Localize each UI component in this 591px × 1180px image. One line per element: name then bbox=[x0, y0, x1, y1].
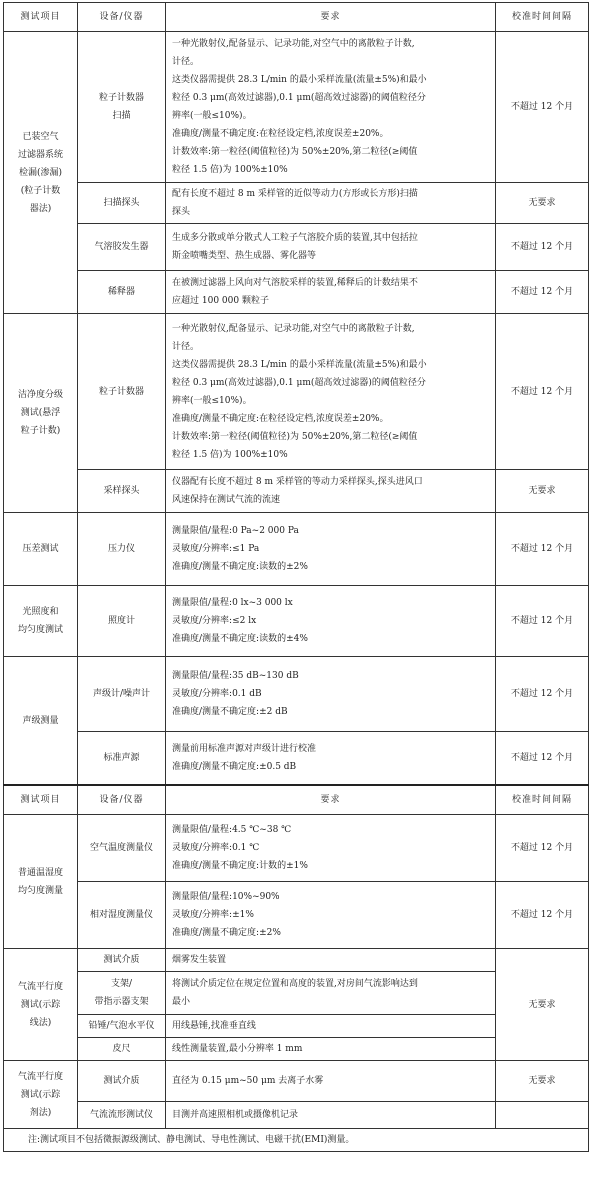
calibration-test-medium-injection: 无要求 bbox=[496, 1061, 589, 1102]
table-header-row bbox=[4, 3, 589, 32]
calibration-relative-humidity: 不超过 12 个月 bbox=[496, 882, 589, 949]
requirement-sound-level-meter: 测量限值/量程:35 dB~130 dB 灵敏度/分辨率:0.1 dB 准确度/测量不确定度:±2 dB bbox=[166, 657, 496, 732]
table-row bbox=[4, 949, 589, 972]
calibration-airflow-visualizer bbox=[496, 1102, 589, 1129]
device-relative-humidity: 相对湿度测量仪 bbox=[78, 882, 166, 949]
header-device-repeat: 设备/仪器 bbox=[78, 785, 166, 815]
device-test-medium-tracer: 测试介质 bbox=[78, 949, 166, 972]
device-test-medium-injection: 测试介质 bbox=[78, 1061, 166, 1102]
requirement-scan-probe: 配有长度不超过 8 m 采样管的近似等动力(方形或长方形)扫描 探头 bbox=[166, 183, 496, 224]
requirement-tape-measure: 线性测量装置,最小分辨率 1 mm bbox=[166, 1038, 496, 1061]
table-row bbox=[4, 815, 589, 882]
calibration-pressure: 不超过 12 个月 bbox=[496, 513, 589, 586]
calibration-air-temperature: 不超过 12 个月 bbox=[496, 815, 589, 882]
table-row bbox=[4, 657, 589, 732]
table-row bbox=[4, 732, 589, 786]
device-particle-counter: 粒子计数器 bbox=[78, 314, 166, 470]
item-pressure: 压差测试 bbox=[4, 513, 78, 586]
requirement-particle-counter: 一种光散射仪,配备显示、记录功能,对空气中的离散粒子计数, 计径。 这类仪器需提供 28.3 L/min 的最小采样流量(流量±5%)和最小 粒径 0.3 μm(高效过滤器),0.1 μm(超高效过滤器)的阈值粒径分 辨率(一般≤10%)。 准确度/测量不确定度:在粒径设定档,浓度误差±20%。 计数效率:第一粒径(阈值粒径)为 50%±20%,第二粒径(≥阈值 粒径 1.5 倍)为 100%±10% bbox=[166, 314, 496, 470]
item-temp-humidity: 普通温湿度 均匀度测量 bbox=[4, 815, 78, 949]
device-scan-probe: 扫描探头 bbox=[78, 183, 166, 224]
table-row bbox=[4, 1102, 589, 1129]
requirement-test-medium-injection: 直径为 0.15 μm~50 μm 去离子水雾 bbox=[166, 1061, 496, 1102]
requirement-particle-counter-scan: 一种光散射仪,配备显示、记录功能,对空气中的离散粒子计数, 计径。 这类仪器需提供 28.3 L/min 的最小采样流量(流量±5%)和最小 粒径 0.3 μm(高效过滤器),0.1 μm(超高效过滤器)的阈值粒径分 辨率(一般≤10%)。 准确度/测量不确定度:在粒径设定档,浓度误差±20%。 计数效率:第一粒径(阈值粒径)为 50%±20%,第二粒径(≥阈值 粒径 1.5 倍)为 100%±10% bbox=[166, 32, 496, 183]
calibration-diluter: 不超过 12 个月 bbox=[496, 271, 589, 314]
requirement-diluter: 在被测过滤器上风向对气溶胶采样的装置,稀释后的计数结果不 应超过 100 000 颗粒子 bbox=[166, 271, 496, 314]
device-plumb-level: 铅锤/气泡水平仪 bbox=[78, 1015, 166, 1038]
calibration-standard-sound-source: 不超过 12 个月 bbox=[496, 732, 589, 786]
calibration-scan-probe: 无要求 bbox=[496, 183, 589, 224]
spec-document bbox=[3, 2, 588, 1152]
device-pressure-gauge: 压力仪 bbox=[78, 513, 166, 586]
requirement-test-medium-tracer: 烟雾发生装置 bbox=[166, 949, 496, 972]
device-air-temperature: 空气温度测量仪 bbox=[78, 815, 166, 882]
device-aerosol-generator: 气溶胶发生器 bbox=[78, 224, 166, 271]
calibration-sample-probe: 无要求 bbox=[496, 470, 589, 513]
table-row bbox=[4, 314, 589, 470]
item-filter-leak: 已装空气 过滤器系统 检漏(渗漏) (粒子计数 器法) bbox=[4, 32, 78, 314]
header-calibration-repeat: 校准时间间隔 bbox=[496, 785, 589, 815]
calibration-particle-counter: 不超过 12 个月 bbox=[496, 314, 589, 470]
header-item-repeat: 测试项目 bbox=[4, 785, 78, 815]
requirement-relative-humidity: 测量限值/量程:10%~90% 灵敏度/分辨率:±1% 准确度/测量不确定度:±2% bbox=[166, 882, 496, 949]
table-row bbox=[4, 224, 589, 271]
requirement-plumb-level: 用线悬锤,找准垂直线 bbox=[166, 1015, 496, 1038]
calibration-aerosol-generator: 不超过 12 个月 bbox=[496, 224, 589, 271]
requirement-air-temperature: 测量限值/量程:4.5 ℃~38 ℃ 灵敏度/分辨率:0.1 ℃ 准确度/测量不确定度:计数的±1% bbox=[166, 815, 496, 882]
requirement-pressure: 测量限值/量程:0 Pa~2 000 Pa 灵敏度/分辨率:≤1 Pa 准确度/测量不确定度:读数的±2% bbox=[166, 513, 496, 586]
header-requirement: 要求 bbox=[166, 3, 496, 32]
calibration-particle-counter-scan: 不超过 12 个月 bbox=[496, 32, 589, 183]
table-row bbox=[4, 470, 589, 513]
item-airflow-tracer: 气流平行度 测试(示踪 线法) bbox=[4, 949, 78, 1061]
header-device: 设备/仪器 bbox=[78, 3, 166, 32]
table-row bbox=[4, 513, 589, 586]
item-illuminance: 光照度和 均匀度测试 bbox=[4, 586, 78, 657]
table-row bbox=[4, 271, 589, 314]
table-row bbox=[4, 32, 589, 183]
requirement-aerosol-generator: 生成多分散或单分散式人工粒子气溶胶介质的装置,其中包括拉 斯金喷嘴类型、热生成器、雾化器等 bbox=[166, 224, 496, 271]
requirement-standard-sound-source: 测量前用标准声源对声级计进行校准 准确度/测量不确定度:±0.5 dB bbox=[166, 732, 496, 786]
header-item: 测试项目 bbox=[4, 3, 78, 32]
device-sound-level-meter: 声级计/噪声计 bbox=[78, 657, 166, 732]
table-header-row-repeat bbox=[4, 785, 589, 815]
calibration-illuminance: 不超过 12 个月 bbox=[496, 586, 589, 657]
table-row bbox=[4, 586, 589, 657]
requirement-airflow-visualizer: 目测并高速照相机或摄像机记录 bbox=[166, 1102, 496, 1129]
table-row bbox=[4, 1061, 589, 1102]
test-equipment-table bbox=[3, 2, 589, 1152]
requirement-sample-probe: 仪器配有长度不超过 8 m 采样管的等动力采样探头,探头进风口 风速保持在测试气流的流速 bbox=[166, 470, 496, 513]
requirement-illuminance: 测量限值/量程:0 lx~3 000 lx 灵敏度/分辨率:≤2 lx 准确度/测量不确定度:读数的±4% bbox=[166, 586, 496, 657]
device-tape-measure: 皮尺 bbox=[78, 1038, 166, 1061]
device-sample-probe: 采样探头 bbox=[78, 470, 166, 513]
header-requirement-repeat: 要求 bbox=[166, 785, 496, 815]
device-illuminance-meter: 照度计 bbox=[78, 586, 166, 657]
item-airflow-injection: 气流平行度 测试(示踪 剂法) bbox=[4, 1061, 78, 1129]
device-airflow-visualizer: 气流流形测试仪 bbox=[78, 1102, 166, 1129]
table-row bbox=[4, 1129, 589, 1152]
table-row bbox=[4, 183, 589, 224]
device-particle-counter-scan: 粒子计数器 扫描 bbox=[78, 32, 166, 183]
device-standard-sound-source: 标准声源 bbox=[78, 732, 166, 786]
item-cleanliness: 洁净度分级 测试(悬浮 粒子计数) bbox=[4, 314, 78, 513]
table-row bbox=[4, 882, 589, 949]
item-sound: 声级测量 bbox=[4, 657, 78, 786]
table-note: 注:测试项目不包括微振源级测试、静电测试、导电性测试、电磁干扰(EMI)测量。 bbox=[4, 1129, 589, 1152]
calibration-sound-level-meter: 不超过 12 个月 bbox=[496, 657, 589, 732]
device-support-stand: 支架/ 带指示器支架 bbox=[78, 972, 166, 1015]
requirement-support-stand: 将测试介质定位在规定位置和高度的装置,对房间气流影响达到 最小 bbox=[166, 972, 496, 1015]
calibration-airflow-tracer: 无要求 bbox=[496, 949, 589, 1061]
device-diluter: 稀释器 bbox=[78, 271, 166, 314]
header-calibration: 校准时间间隔 bbox=[496, 3, 589, 32]
